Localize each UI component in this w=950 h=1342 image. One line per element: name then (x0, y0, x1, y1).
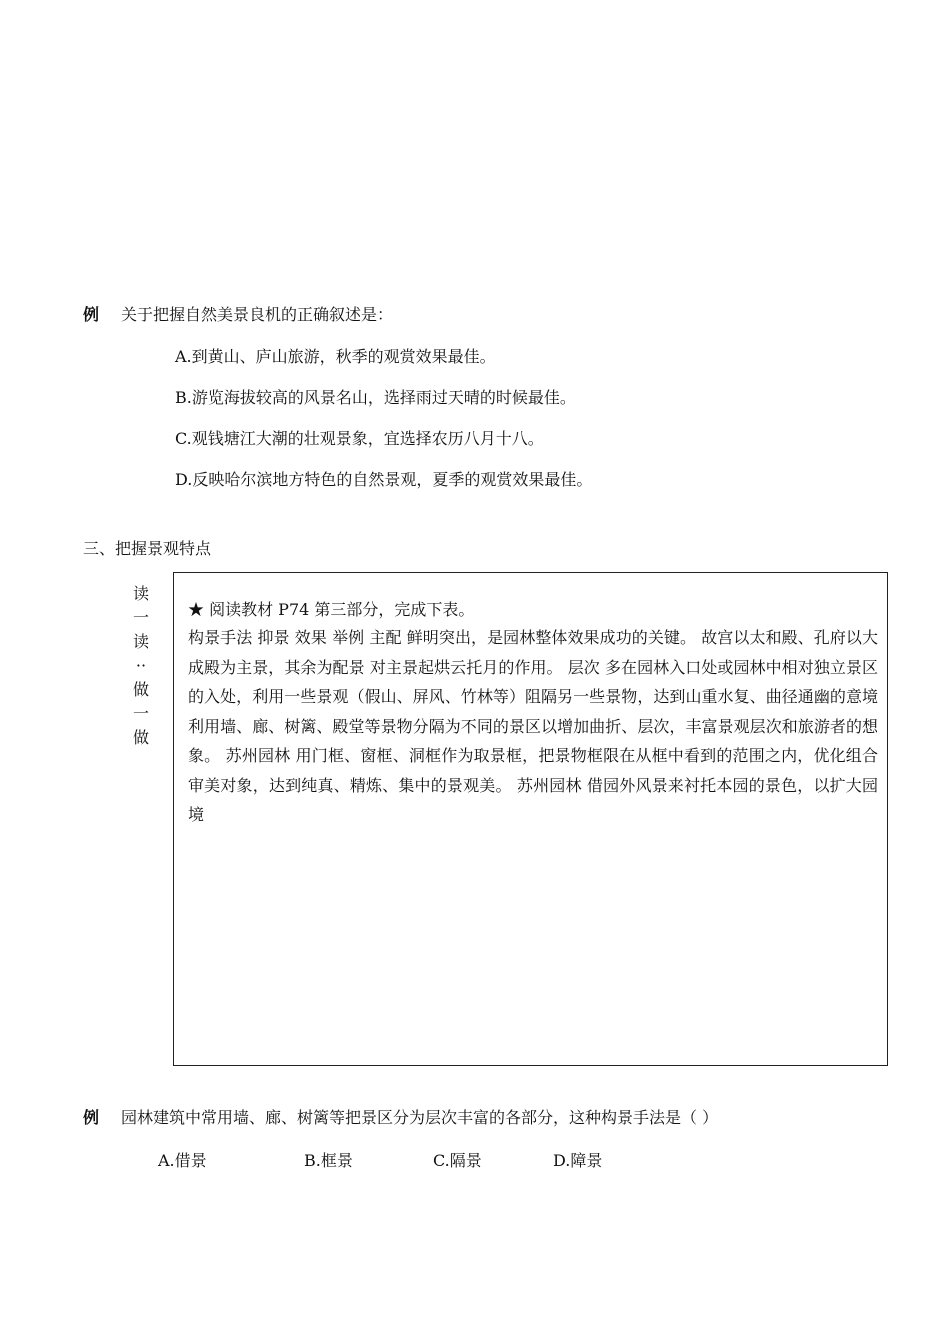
option-c-2: C.隔景 (433, 1151, 482, 1170)
option-b: B.游览海拔较高的风景名山，选择雨过天晴的时候最佳。 (175, 388, 576, 407)
reading-box-title: ★ 阅读教材 P74 第三部分，完成下表。 (188, 600, 475, 619)
example-label: 例 (83, 305, 100, 324)
option-a: A.到黄山、庐山旅游，秋季的观赏效果最佳。 (175, 347, 496, 366)
option-a-2: A.借景 (158, 1151, 207, 1170)
reading-box (173, 572, 888, 1066)
sidebar-label: 读一读··做一做 (132, 584, 149, 747)
option-c: C.观钱塘江大潮的壮观景象，宜选择农历八月十八。 (175, 429, 544, 448)
option-d: D.反映哈尔滨地方特色的自然景观，夏季的观赏效果最佳。 (175, 470, 593, 489)
example-label-2: 例 (83, 1108, 100, 1127)
option-b-2: B.框景 (304, 1151, 353, 1170)
question-stem-2: 园林建筑中常用墙、廊、树篱等把景区分为层次丰富的各部分，这种构景手法是（ ） (121, 1108, 719, 1127)
question-stem: 关于把握自然美景良机的正确叙述是： (121, 305, 394, 324)
section-title: 三、把握景观特点 (83, 539, 212, 558)
reading-box-body: 构景手法 抑景 效果 举例 主配 鲜明突出，是园林整体效果成功的关键。 故宫以太和殿、孔府以大成殿为主景，其余为配景 对主景起烘云托月的作用。 层次 多在园林入口处或园林中相对独立景区的入处，利用一些景观（假山、屏风、竹林等）阻隔另一些景物，达到山重水复、曲径通幽的意境 利用墙、廊、树篱、殿堂等景物分隔为不同的景区以增加曲折、层次，丰富景观层次和旅游者的想象。 苏州园林 用门框、窗框、洞框作为取景框，把景物框限在从框中看到的范围之内，优化组合审美对象，达到纯真、精炼、集中的景观美。 苏州园林 借园外风景来衬托本园的景色，以扩大园境 (188, 628, 878, 824)
option-d-2: D.障景 (553, 1151, 603, 1170)
